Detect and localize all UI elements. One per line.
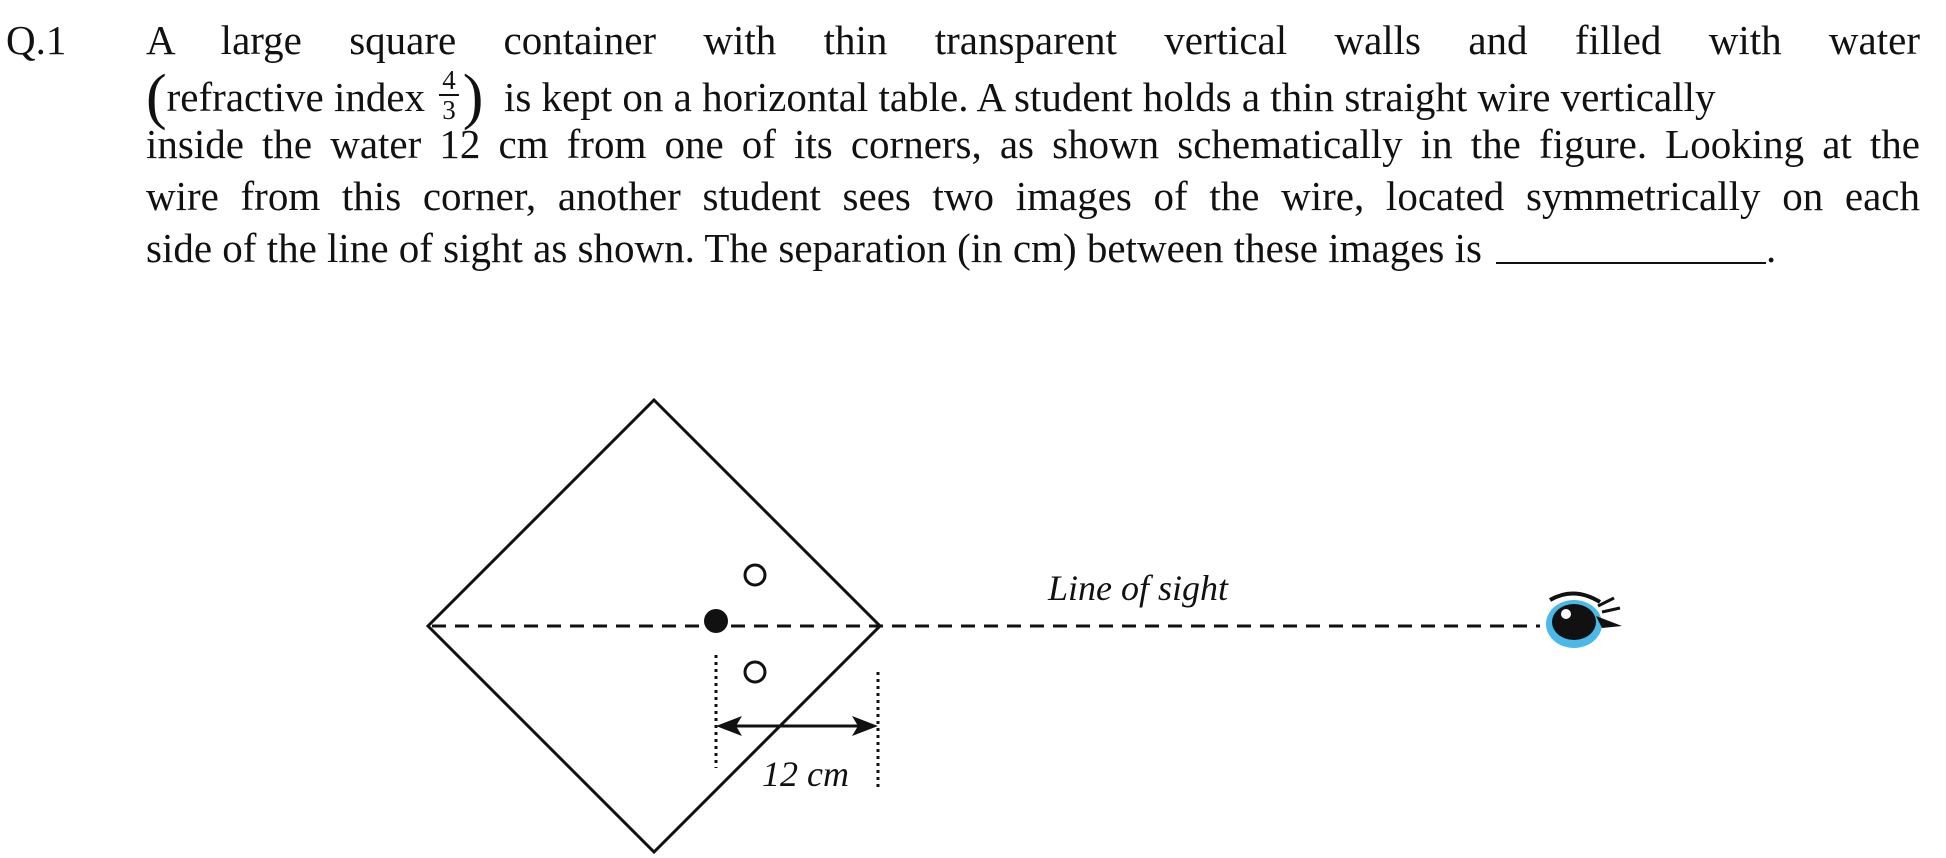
open-paren: ( <box>146 63 167 131</box>
fraction-numerator: 4 <box>439 66 459 96</box>
question-line-5-text: side of the line of sight as shown. The separation (in cm) between these images is <box>146 225 1482 271</box>
image-upper <box>745 565 765 585</box>
trailing-period: . <box>1765 225 1777 271</box>
eye-icon <box>1546 593 1622 648</box>
question-number: Q.1 <box>6 17 67 63</box>
close-paren: ) <box>462 63 484 131</box>
fraction-denominator: 3 <box>442 95 456 125</box>
wire-dot <box>704 609 728 633</box>
question-line-3: inside the water 12 cm from one of its corners, as shown schematically in the figure. Looking at the <box>146 121 1920 167</box>
refractive-index-label: refractive index <box>166 74 426 120</box>
line-of-sight-label: Line of sight <box>1048 568 1229 608</box>
image-lower <box>745 662 765 682</box>
question-line-1: A large square container with thin transparent vertical walls and filled with water <box>146 17 1920 63</box>
distance-label: 12 cm <box>762 754 849 794</box>
question-line-4: wire from this corner, another student sees two images of the wire, located symmetrically on each <box>146 173 1920 219</box>
question-line-2-rest: is kept on a horizontal table. A student holds a thin straight wire vertically <box>503 74 1716 120</box>
